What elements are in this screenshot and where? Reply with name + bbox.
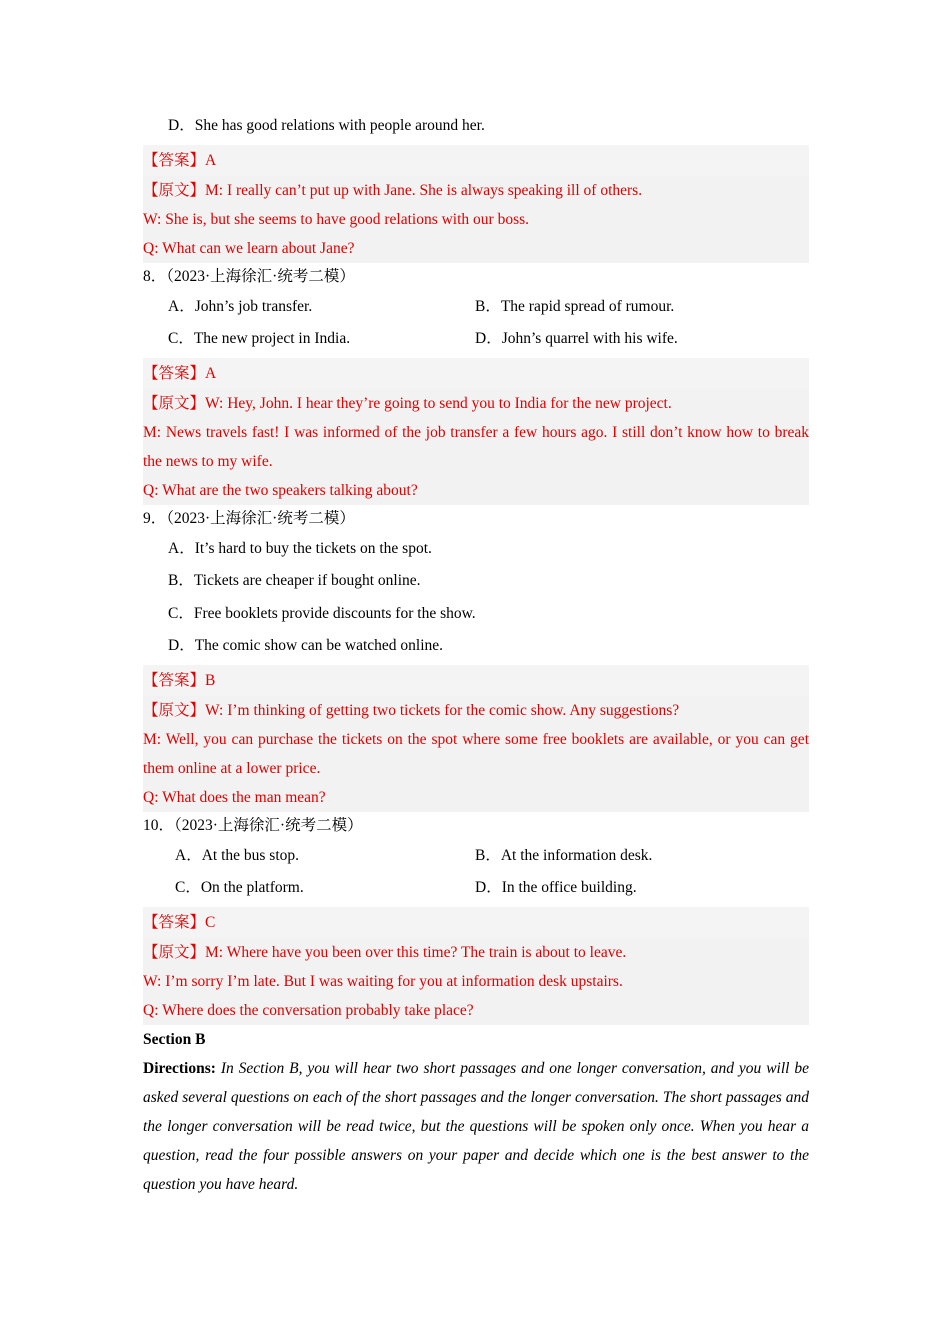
answer-block xyxy=(143,665,809,812)
question-number: 8．（2023·上海徐汇·统考二模） xyxy=(143,267,355,285)
answer-key: 【答案】A xyxy=(143,145,809,176)
option-a: A．It’s hard to buy the tickets on the spot. xyxy=(168,539,432,557)
option-a: A．John’s job transfer. xyxy=(168,297,313,315)
transcript-line: M: News travels fast! I was informed of the job transfer a few hours ago. I still don’t know how to break the news to my wife. xyxy=(143,423,809,470)
question-number: 9．（2023·上海徐汇·统考二模） xyxy=(143,509,355,527)
transcript-line: W: I’m sorry I’m late. But I was waiting for you at information desk upstairs. xyxy=(143,972,623,990)
option-c: C．On the platform. xyxy=(175,879,304,896)
question-number: 10．（2023·上海徐汇·统考二模） xyxy=(143,816,363,834)
transcript-line: 【原文】M: I really can’t put up with Jane. She is always speaking ill of others. xyxy=(143,181,643,199)
transcript-question: Q: Where does the conversation probably take place? xyxy=(143,1001,474,1019)
directions-label: Directions: xyxy=(143,1059,216,1077)
option-d: D．She has good relations with people around her. xyxy=(168,117,485,134)
transcript-question: Q: What are the two speakers talking about? xyxy=(143,481,418,499)
transcript-question: Q: What does the man mean? xyxy=(143,788,326,806)
transcript-line: 【原文】W: Hey, John. I hear they’re going to send you to India for the new project. xyxy=(143,394,672,412)
directions-text: In Section B, you will hear two short passages and one longer conversation, and you will be asked several questions on each of the short passages and the longer conversation. The short passages and the longer conversation will be read twice, but the questions will be spoken only once. When you hear a question, read the four possible answers on your paper and decide which one is the best answer to the question you have heard. xyxy=(143,1059,809,1193)
answer-key: 【答案】C xyxy=(143,907,809,938)
option-d: D．The comic show can be watched online. xyxy=(168,637,444,654)
option-d: D．John’s quarrel with his wife. xyxy=(475,330,678,347)
answer-key: 【答案】B xyxy=(143,665,809,696)
option-b: B．Tickets are cheaper if bought online. xyxy=(168,572,421,589)
transcript-line: 【原文】W: I’m thinking of getting two tickets for the comic show. Any suggestions? xyxy=(143,701,680,719)
option-a: A．At the bus stop. xyxy=(175,846,300,864)
transcript-line: W: She is, but she seems to have good relations with our boss. xyxy=(143,210,530,228)
option-b: B．At the information desk. xyxy=(475,846,653,864)
option-c: C．Free booklets provide discounts for the show. xyxy=(168,604,476,622)
section-title: Section B xyxy=(143,1030,206,1048)
option-d: D．In the office building. xyxy=(475,879,637,896)
answer-block xyxy=(143,358,809,505)
answer-block xyxy=(143,907,809,1025)
section-directions xyxy=(143,1054,809,1199)
option-row xyxy=(143,840,809,873)
option-row xyxy=(143,291,809,324)
option-row xyxy=(143,323,809,356)
option-row xyxy=(143,872,809,905)
transcript-line: 【原文】M: Where have you been over this time? The train is about to leave. xyxy=(143,943,627,961)
answer-key: 【答案】A xyxy=(143,358,809,389)
page-content xyxy=(143,110,809,1199)
transcript-line: M: Well, you can purchase the tickets on the spot where some free booklets are available, or you can get them online at a lower price. xyxy=(143,730,809,777)
option-b: B．The rapid spread of rumour. xyxy=(475,297,675,315)
transcript-question: Q: What can we learn about Jane? xyxy=(143,239,355,257)
option-c: C．The new project in India. xyxy=(168,330,351,347)
answer-block xyxy=(143,145,809,263)
